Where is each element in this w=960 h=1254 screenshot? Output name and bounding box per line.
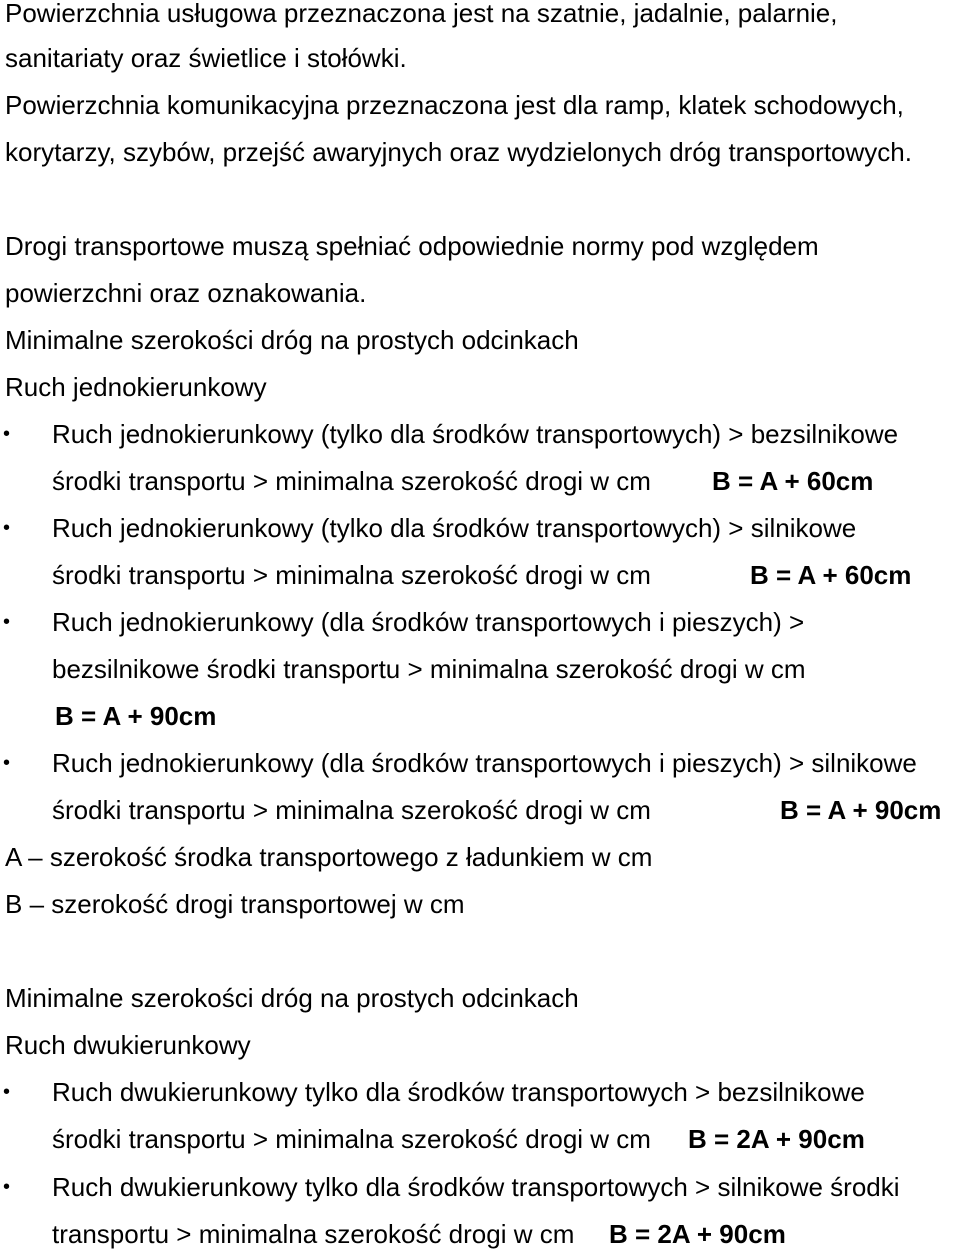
intro-line: sanitariaty oraz świetlice i stołówki.	[5, 43, 407, 73]
formula: B = A + 90cm	[780, 795, 942, 825]
section-heading: Minimalne szerokości dróg na prostych odcinkach	[5, 325, 579, 355]
list-item-line: Ruch jednokierunkowy (dla środków transportowych i pieszych) >	[52, 607, 805, 637]
section-heading: Minimalne szerokości dróg na prostych odcinkach	[5, 983, 579, 1013]
bullet-icon: •	[3, 1176, 11, 1198]
bullet-icon: •	[3, 611, 11, 633]
legend-line: B – szerokość drogi transportowej w cm	[5, 889, 465, 919]
bullet-icon: •	[3, 1081, 11, 1103]
section-subheading: Ruch dwukierunkowy	[5, 1030, 251, 1060]
list-item-line: środki transportu > minimalna szerokość drogi w cm	[52, 1124, 651, 1154]
intro-line: Drogi transportowe muszą spełniać odpowiednie normy pod względem	[5, 231, 819, 261]
list-item-line: Ruch jednokierunkowy (dla środków transportowych i pieszych) > silnikowe	[52, 748, 917, 778]
intro-line: powierzchni oraz oznakowania.	[5, 278, 367, 308]
formula: B = A + 60cm	[750, 560, 912, 590]
list-item-line: środki transportu > minimalna szerokość drogi w cm	[52, 795, 651, 825]
bullet-icon: •	[3, 423, 11, 445]
list-item-line: Ruch dwukierunkowy tylko dla środków transportowych > bezsilnikowe	[52, 1077, 865, 1107]
bullet-icon: •	[3, 752, 11, 774]
intro-line: korytarzy, szybów, przejść awaryjnych oraz wydzielonych dróg transportowych.	[5, 137, 912, 167]
list-item-line: środki transportu > minimalna szerokość drogi w cm	[52, 466, 651, 496]
intro-line: Powierzchnia komunikacyjna przeznaczona jest dla ramp, klatek schodowych,	[5, 90, 904, 120]
formula: B = A + 60cm	[712, 466, 874, 496]
list-item-line: transportu > minimalna szerokość drogi w cm	[52, 1219, 575, 1249]
legend-line: A – szerokość środka transportowego z ładunkiem w cm	[5, 842, 653, 872]
formula: B = A + 90cm	[55, 701, 217, 731]
list-item-line: Ruch jednokierunkowy (tylko dla środków transportowych) > silnikowe	[52, 513, 857, 543]
list-item-line: Ruch dwukierunkowy tylko dla środków transportowych > silnikowe środki	[52, 1172, 900, 1202]
section-subheading: Ruch jednokierunkowy	[5, 372, 267, 402]
list-item-line: środki transportu > minimalna szerokość drogi w cm	[52, 560, 651, 590]
formula: B = 2A + 90cm	[609, 1219, 786, 1249]
intro-line: Powierzchnia usługowa przeznaczona jest na szatnie, jadalnie, palarnie,	[5, 0, 838, 28]
list-item-line: bezsilnikowe środki transportu > minimalna szerokość drogi w cm	[52, 654, 806, 684]
formula: B = 2A + 90cm	[688, 1124, 865, 1154]
list-item-line: Ruch jednokierunkowy (tylko dla środków transportowych) > bezsilnikowe	[52, 419, 899, 449]
bullet-icon: •	[3, 517, 11, 539]
